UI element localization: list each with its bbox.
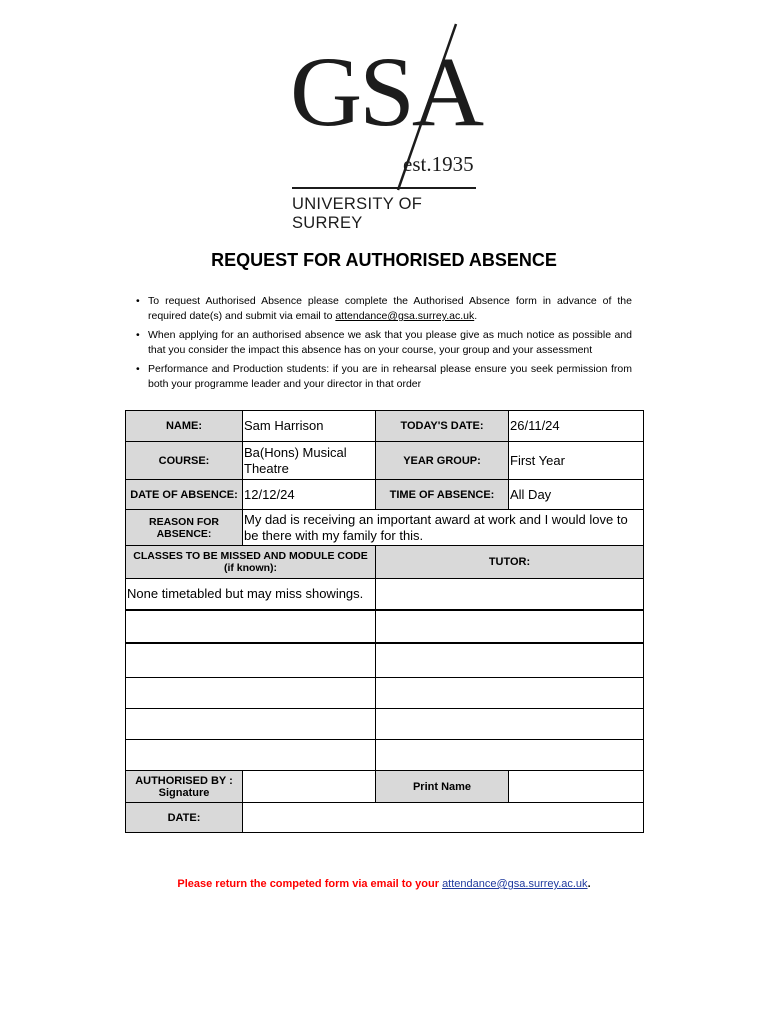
classes-field[interactable]	[126, 678, 376, 709]
tutor-field[interactable]	[376, 643, 644, 678]
classes-field[interactable]	[126, 610, 376, 643]
gsa-logo	[290, 22, 482, 232]
print-name-field[interactable]	[509, 771, 644, 803]
authorised-date-field[interactable]	[243, 803, 644, 833]
tutor-header: TUTOR:	[376, 546, 644, 579]
course-label: COURSE:	[126, 442, 243, 480]
instructions-list	[136, 294, 632, 396]
date-of-absence-label: DATE OF ABSENCE:	[126, 480, 243, 510]
footer-end: .	[587, 878, 591, 890]
time-of-absence-field[interactable]: All Day	[509, 480, 644, 510]
todays-date-label: TODAY'S DATE:	[376, 411, 509, 442]
reason-label: REASON FOR ABSENCE:	[126, 510, 243, 546]
tutor-field[interactable]	[376, 709, 644, 740]
instruction-end: .	[474, 310, 478, 322]
year-group-field[interactable]: First Year	[509, 442, 644, 480]
classes-header: CLASSES TO BE MISSED AND MODULE CODE (if known):	[126, 546, 376, 579]
return-instruction	[0, 878, 768, 890]
footer-email-link[interactable]: attendance@gsa.surrey.ac.uk	[442, 878, 588, 890]
instruction-text: To request Authorised Absence please complete the Authorised Absence form in advance of the required date(s) and submit via email to	[148, 295, 632, 322]
authorised-by-label: AUTHORISED BY : Signature	[126, 771, 243, 803]
classes-field[interactable]: None timetabled but may miss showings.	[126, 579, 376, 610]
attendance-email-link[interactable]: attendance@gsa.surrey.ac.uk	[335, 310, 475, 322]
signature-field[interactable]	[243, 771, 376, 803]
tutor-field[interactable]	[376, 610, 644, 643]
logo-letters: GSA	[290, 36, 482, 147]
todays-date-field[interactable]: 26/11/24	[509, 411, 644, 442]
instruction-item	[136, 362, 632, 392]
course-field[interactable]: Ba(Hons) Musical Theatre	[243, 442, 376, 480]
classes-field[interactable]	[126, 709, 376, 740]
date-label: DATE:	[126, 803, 243, 833]
page-title: REQUEST FOR AUTHORISED ABSENCE	[211, 250, 557, 270]
instruction-text: Performance and Production students: if you are in rehearsal please ensure you seek permission from both your programme leader and your director in that order	[148, 363, 632, 390]
logo-divider	[292, 187, 476, 189]
classes-field[interactable]	[126, 740, 376, 771]
logo-university: UNIVERSITY OF SURREY	[292, 195, 423, 232]
instruction-item	[136, 328, 632, 358]
date-of-absence-field[interactable]: 12/12/24	[243, 480, 376, 510]
print-name-label: Print Name	[376, 771, 509, 803]
name-field[interactable]: Sam Harrison	[243, 411, 376, 442]
logo-established: est.1935	[403, 152, 474, 176]
instruction-item	[136, 294, 632, 324]
tutor-field[interactable]	[376, 579, 644, 610]
classes-field[interactable]	[126, 643, 376, 678]
footer-text: Please return the competed form via email to your	[177, 878, 443, 890]
time-of-absence-label: TIME OF ABSENCE:	[376, 480, 509, 510]
name-label: NAME:	[126, 411, 243, 442]
absence-form	[125, 410, 644, 833]
reason-field[interactable]: My dad is receiving an important award at work and I would love to be there with my family for this.	[243, 510, 644, 546]
instruction-text: When applying for an authorised absence we ask that you please give as much notice as possible and that you consider the impact this absence has on your course, your group and your assessment	[148, 329, 632, 356]
tutor-field[interactable]	[376, 740, 644, 771]
tutor-field[interactable]	[376, 678, 644, 709]
year-group-label: YEAR GROUP:	[376, 442, 509, 480]
